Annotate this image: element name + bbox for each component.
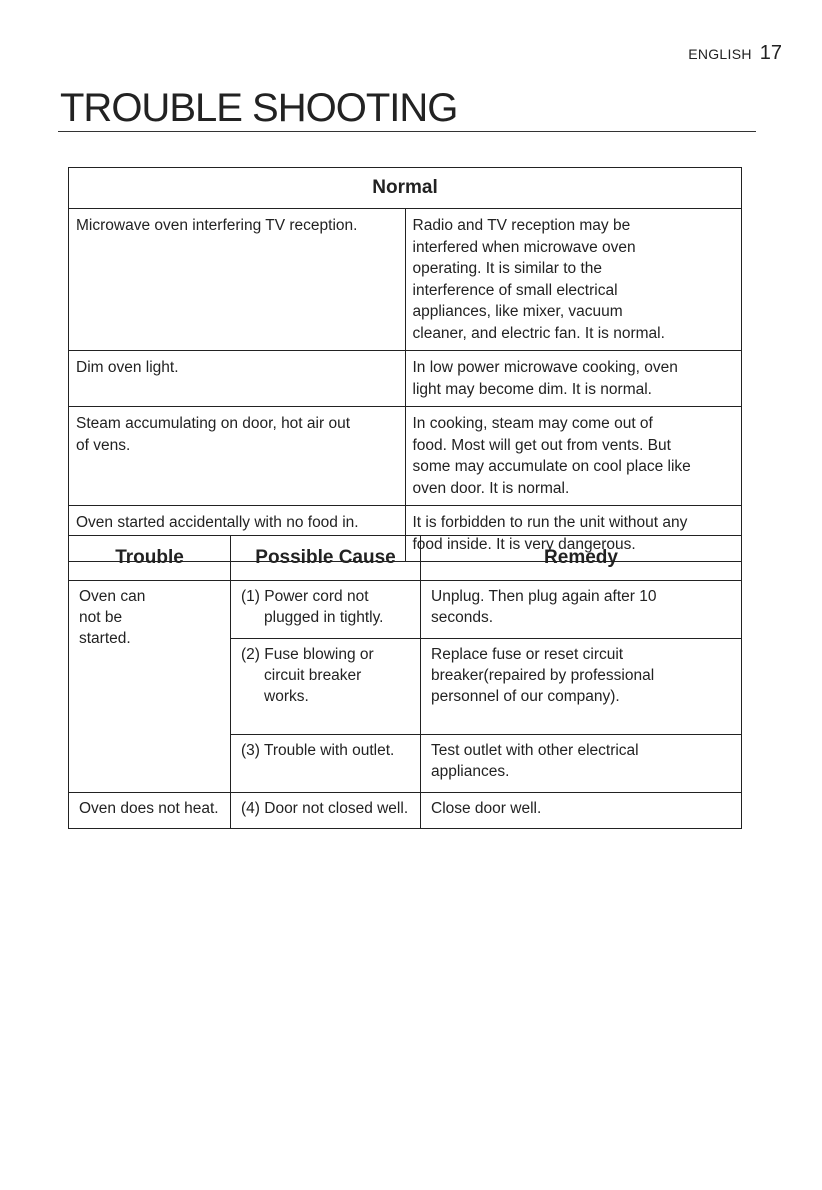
trouble-cell: Oven can not be started. [69, 581, 231, 793]
normal-symptom: Microwave oven interfering TV reception. [69, 209, 406, 351]
remedy-cell: Replace fuse or reset circuit breaker(repaired by professional personnel of our company). [421, 639, 742, 735]
normal-heading: Normal [69, 168, 742, 209]
cause-number: (1) Power cord not [241, 588, 369, 605]
remedy-cell: Unplug. Then plug again after 10 seconds. [421, 581, 742, 639]
normal-explanation: In low power microwave cooking, oven light may become dim. It is normal. [405, 351, 742, 407]
trouble-table [68, 535, 742, 829]
normal-symptom: Oven started accidentally with no food in. [69, 506, 406, 562]
remedy-header: Remedy [421, 536, 742, 581]
normal-explanation: In cooking, steam may come out of food. Most will get out from vents. But some may accumulate on cool place like oven door. It is normal. [405, 407, 742, 506]
page-number: 17 [759, 42, 782, 64]
cause-detail: circuit breaker works. [264, 667, 362, 705]
cause-cell [231, 581, 421, 639]
cause-header: Possible Cause [231, 536, 421, 581]
language-label: ENGLISH [688, 46, 752, 62]
remedy-cell: Test outlet with other electrical appliances. [421, 735, 742, 793]
page-title: TROUBLE SHOOTING [60, 86, 458, 130]
table-row [69, 209, 742, 351]
table-row [69, 407, 742, 506]
trouble-cell: Oven does not heat. [69, 793, 231, 829]
title-divider [58, 131, 756, 132]
cause-number: (4) Door not closed well. [241, 800, 409, 817]
cause-number: (2) Fuse blowing or [241, 646, 374, 663]
trouble-header: Trouble [69, 536, 231, 581]
cause-cell [231, 793, 421, 829]
page-header [688, 42, 782, 65]
remedy-cell: Close door well. [431, 800, 542, 817]
table-row [69, 581, 742, 639]
cause-cell [231, 735, 421, 793]
cause-detail: plugged in tightly. [264, 609, 384, 626]
cause-cell [231, 639, 421, 735]
normal-symptom: Steam accumulating on door, hot air out of vens. [69, 407, 406, 506]
normal-conditions-table [68, 167, 742, 562]
table-row [69, 351, 742, 407]
normal-symptom: Dim oven light. [69, 351, 406, 407]
normal-explanation: It is forbidden to run the unit without any food inside. It is very dangerous. [412, 514, 688, 553]
table-row [69, 793, 742, 829]
cause-number: (3) Trouble with outlet. [241, 742, 395, 759]
normal-explanation: Radio and TV reception may be interfered when microwave oven operating. It is similar to the interference of small electrical appliances, like mixer, vacuum cleaner, and electric fan. It is normal. [405, 209, 742, 351]
